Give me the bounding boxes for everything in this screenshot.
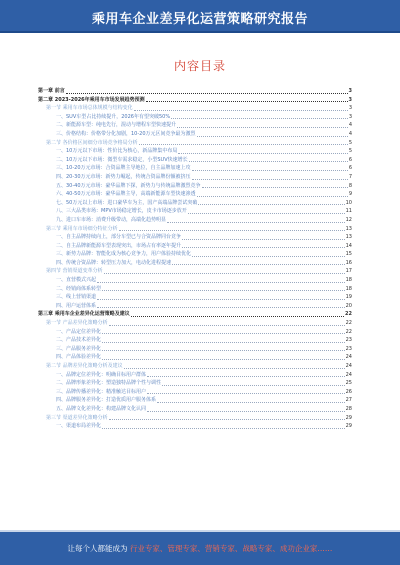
toc-entry-label: 第一节 产品差异化策略分析 [46,320,108,327]
toc-item[interactable] [38,405,352,414]
toc-item[interactable] [38,242,352,251]
toc-page-number: 13 [345,225,352,232]
toc-item[interactable] [38,379,352,388]
toc-page-number: 18 [345,285,352,292]
toc-entry-label: 五、30-40万元市场：豪华品牌下探，新势力与传统品牌激烈竞争 [56,182,201,189]
toc-item[interactable] [38,199,352,208]
toc-leader-dots [188,213,345,214]
toc-page-number: 24 [345,363,352,369]
toc-leader-dots [198,204,344,205]
toc-entry-label: 九、进口车市场：消费升级带动，高端化趋势明显 [56,216,167,223]
toc-item[interactable] [38,293,352,302]
report-header [0,0,400,33]
toc-entry-label: 第三节 乘用车市场细分特征分析 [46,225,118,232]
toc-page-number: 27 [345,397,352,404]
toc-entry-label: 四、传统合资品牌：转型压力加大，电动化进程提速 [56,259,172,266]
toc-page-number: 29 [345,423,352,430]
toc-entry-label: 二、10万元以下市场：微型车需求稳定，小型SUV快速增长 [56,156,188,163]
toc-page-number: 23 [345,337,352,344]
toc-page-number: 24 [345,354,352,361]
toc-item[interactable] [38,216,352,225]
toc-section[interactable] [38,362,352,371]
toc-page-number: 20 [345,302,352,309]
toc-page-number: 16 [345,259,352,266]
toc-chapter[interactable] [38,96,352,105]
toc-leader-dots [66,93,348,94]
toc-page-number: 18 [345,277,352,284]
toc-page-number: 23 [345,345,352,352]
toc-page-number: 4 [348,122,352,129]
toc-item[interactable] [38,345,352,354]
toc-page-number: 15 [345,251,352,258]
toc-leader-dots [102,333,345,334]
toc-page-number: 5 [348,139,352,146]
toc-leader-dots [171,118,348,119]
toc-entry-label: 第二章 2023-2026年乘用车市场发展趋势预测 [38,96,145,103]
toc-item[interactable] [38,130,352,139]
toc-leader-dots [147,376,345,377]
footer-slogan-highlight: 行业专家、管理专家、营销专家、战略专家、成功企业家…… [129,544,333,553]
toc-entry-label: 二、产品技术差异化 [56,337,102,344]
toc-page-number: 26 [345,388,352,395]
toc-page-number: 17 [345,268,352,275]
toc-page-number: 28 [345,405,352,412]
toc-entry-label: 一、品牌定位差异化：明确目标用户群体 [56,371,147,378]
toc-leader-dots [182,239,345,240]
toc-item[interactable] [38,250,352,259]
toc-item[interactable] [38,113,352,122]
toc-entry-label: 二、新能源车型：纯电先行，混动与增程车型快速提升 [56,122,177,129]
toc-page-number: 11 [345,208,352,215]
toc-chapter[interactable] [38,87,352,96]
toc-entry-label: 四、产品体验差异化 [56,354,102,361]
toc-entry-label: 一、SUV车型占比持续提升，2026年有望突破50% [56,113,171,120]
toc-leader-dots [119,230,345,231]
toc-leader-dots [172,264,345,265]
footer-slogan [0,543,400,554]
toc-page-number: 22 [345,328,352,335]
footer-slogan-prefix: 让每个人都能成为 [67,544,128,553]
toc-heading: 内容目录 [173,59,226,73]
toc-item[interactable] [38,336,352,345]
toc-section[interactable] [38,139,352,148]
toc-item[interactable] [38,276,352,285]
toc-section[interactable] [38,414,352,423]
toc-item[interactable] [38,121,352,130]
toc-leader-dots [104,273,345,274]
toc-item[interactable] [38,182,352,191]
toc-leader-dots [97,282,345,283]
toc-section[interactable] [38,267,352,276]
toc-page-number: 3 [348,96,352,103]
toc-item[interactable] [38,396,352,405]
toc-item[interactable] [38,353,352,362]
footer-stripe [0,530,400,532]
toc-entry-label: 一、产品定位差异化 [56,328,102,335]
toc-page-number: 10 [345,199,352,206]
toc-leader-dots [139,144,348,145]
toc-page-number: 19 [345,294,352,301]
toc-leader-dots [197,136,348,137]
toc-leader-dots [102,428,345,429]
toc-leader-dots [102,290,345,291]
toc-entry-label: 三、线上营销渠道 [56,294,97,301]
toc-page-number: 24 [345,371,352,378]
toc-page-number: 3 [348,88,352,94]
toc-entry-label: 第三章 乘用车企业差异化运营策略及建议 [38,311,130,318]
toc-item[interactable] [38,156,352,165]
toc-item[interactable] [38,422,352,431]
toc-page-number: 9 [348,191,352,198]
toc-page-number: 3 [348,105,352,112]
toc-entry-label: 第一章 前言 [38,88,65,94]
toc-entry-label: 五、品牌文化差异化：构建品牌文化认同 [56,405,147,412]
toc-entry-label: 三、新势力品牌：智能化成为核心竞争力，用户体验持续优化 [56,251,192,258]
toc-leader-dots [146,101,348,102]
toc-leader-dots [177,127,348,128]
toc-leader-dots [192,170,348,171]
toc-entry-label: 二、经销商体系转型 [56,285,102,292]
toc-leader-dots [109,419,345,420]
toc-entry-label: 四、20-30万元市场：新势力崛起，传统合资品牌份额被挤压 [56,173,191,180]
toc-page-number: 6 [348,156,352,163]
toc-leader-dots [102,350,345,351]
toc-leader-dots [102,342,345,343]
toc-item[interactable] [38,233,352,242]
table-of-contents [38,87,352,431]
toc-page-number: 22 [345,320,352,327]
toc-entry-label: 一、直营模式兴起 [56,277,97,284]
toc-item[interactable] [38,190,352,199]
toc-page-number: 4 [348,130,352,137]
toc-page-number: 13 [345,234,352,241]
toc-leader-dots [147,393,345,394]
toc-leader-dots [109,325,345,326]
toc-entry-label: 四、品牌服务差异化：打造优质用户服务体系 [56,397,157,404]
report-footer [0,532,400,565]
toc-entry-label: 七、50万元以上市场：进口豪华车为主，国产高端品牌尝试突破 [56,199,198,206]
toc-item[interactable] [38,371,352,380]
toc-leader-dots [178,153,347,154]
toc-entry-label: 二、自主品牌新能源车型表现突出，市场占有率逐年提升 [56,242,182,249]
toc-entry-label: 三、品牌传播差异化：精准触达目标用户 [56,388,147,395]
toc-page-number: 5 [348,148,352,155]
toc-page-number: 8 [348,182,352,189]
toc-leader-dots [192,256,345,257]
toc-entry-label: 第一节 乘用车市场总体规模与结构变化 [46,105,133,112]
toc-entry-label: 三、10-20万元市场：合资品牌主导地位，自主品牌加速上攻 [56,165,191,172]
toc-leader-dots [192,179,348,180]
toc-leader-dots [189,161,348,162]
toc-item[interactable] [38,302,352,311]
toc-item[interactable] [38,207,352,216]
toc-entry-label: 一、10万元以下市场：性价比为核心，新品牌集中布局 [56,148,178,155]
toc-entry-label: 八、三大品类市场：MPV市场稳定增长，皮卡市场逐步放开 [56,208,187,215]
toc-item[interactable] [38,388,352,397]
toc-leader-dots [147,411,345,412]
toc-leader-dots [157,402,345,403]
toc-leader-dots [167,222,345,223]
toc-entry-label: 第二节 品牌差异化策略分析及建议 [46,363,123,369]
toc-leader-dots [182,247,345,248]
toc-entry-label: 三、价格结构：价格带分化加剧，10-20万元区间竞争最为激烈 [56,130,196,137]
toc-item[interactable] [38,259,352,268]
toc-entry-label: 六、40-50万元市场：豪华品牌主导，高端新能源车型快速渗透 [56,191,196,198]
toc-page-number: 25 [345,380,352,387]
toc-leader-dots [202,187,348,188]
toc-entry-label: 一、自主品牌持续向上，部分车型已与合资品牌同台竞争 [56,234,182,241]
toc-leader-dots [131,316,344,317]
toc-item[interactable] [38,285,352,294]
toc-page-number: 14 [345,242,352,249]
toc-item[interactable] [38,147,352,156]
toc-section[interactable] [38,319,352,328]
toc-page-number: 3 [348,113,352,120]
toc-entry-label: 第三节 渠道差异化策略分析 [46,414,108,421]
report-title: 乘用车企业差异化运营策略研究报告 [91,12,308,27]
toc-leader-dots [162,385,345,386]
toc-page-number: 6 [348,165,352,172]
toc-section[interactable] [38,104,352,113]
toc-item[interactable] [38,328,352,337]
toc-item[interactable] [38,173,352,182]
toc-page-number: 29 [345,414,352,421]
toc-leader-dots [97,299,345,300]
toc-entry-label: 二、品牌形象差异化：塑造独特品牌个性与调性 [56,380,162,387]
toc-leader-dots [197,196,348,197]
toc-page-number: 7 [348,173,352,180]
toc-leader-dots [134,110,348,111]
toc-chapter[interactable] [38,310,352,319]
toc-leader-dots [102,359,345,360]
toc-entry-label: 四、用户运营体系 [56,302,97,309]
toc-item[interactable] [38,164,352,173]
toc-entry-label: 第二节 各价格区间细分市场竞争格局分析 [46,139,138,146]
toc-leader-dots [124,368,345,369]
toc-page-number: 12 [345,216,352,223]
toc-entry-label: 第四节 营销渠道变革分析 [46,268,103,275]
toc-leader-dots [97,307,345,308]
toc-section[interactable] [38,225,352,234]
toc-entry-label: 一、渠道布局差异化 [56,423,102,430]
toc-entry-label: 三、产品服务差异化 [56,345,102,352]
toc-page-number: 22 [345,311,352,318]
